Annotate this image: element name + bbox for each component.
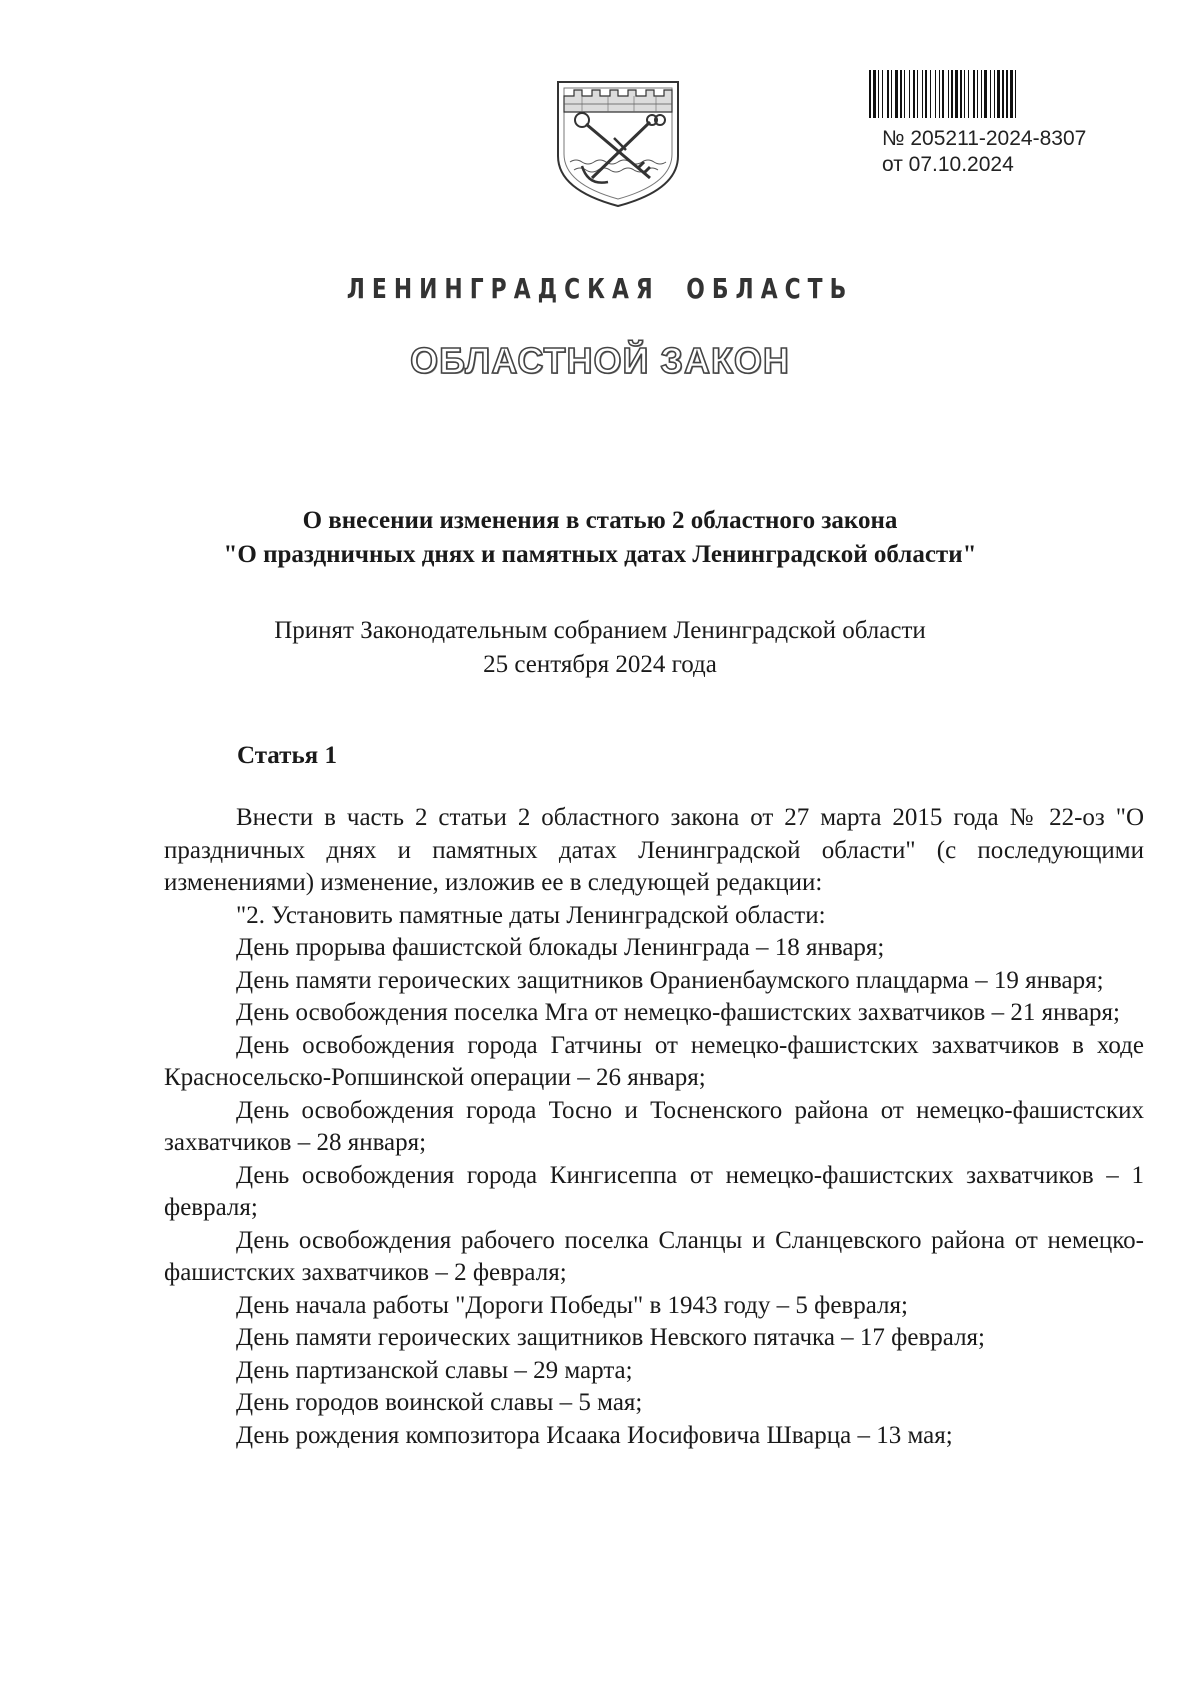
paragraph: День рождения композитора Исаака Иосифовича Шварца – 13 мая; bbox=[236, 1421, 953, 1449]
paragraph: День освобождения города Тосно и Тосненского района от немецко-фашистских захватчиков – 28 января; bbox=[164, 1096, 1144, 1156]
paragraph: День городов воинской славы – 5 мая; bbox=[236, 1389, 643, 1416]
coat-of-arms-emblem bbox=[552, 78, 684, 208]
adoption-line-1: Принят Законодательным собранием Ленинградской области bbox=[274, 617, 926, 644]
barcode bbox=[867, 70, 1125, 118]
paragraph: День партизанской славы – 29 марта; bbox=[236, 1356, 633, 1384]
adoption-note bbox=[0, 614, 1200, 682]
region-word-2: ОБЛАСТЬ bbox=[686, 272, 854, 305]
region-heading bbox=[132, 272, 1068, 305]
adoption-date: 25 сентября 2024 года bbox=[483, 651, 717, 678]
paragraph: День начала работы "Дороги Победы" в 1943 году – 5 февраля; bbox=[236, 1291, 908, 1319]
paragraph: День памяти героических защитников Невского пятачка – 17 февраля; bbox=[236, 1324, 985, 1351]
article-heading: Статья 1 bbox=[237, 742, 337, 769]
paragraph: День освобождения города Кингисеппа от немецко-фашистских захватчиков – 1 февраля; bbox=[164, 1161, 1144, 1221]
law-title-line-1: О внесении изменения в статью 2 областного закона bbox=[302, 507, 898, 534]
registration-date: от 07.10.2024 bbox=[882, 153, 1014, 176]
paragraph: Внести в часть 2 статьи 2 областного закона от 27 марта 2015 года № 22-оз "О праздничных днях и памятных датах Ленинградской области" (с последующими изменениями) изменение, изложив ее в следующей редакции: bbox=[164, 804, 1144, 896]
registration-block bbox=[882, 126, 1086, 178]
registration-number: № 205211-2024-8307 bbox=[882, 127, 1087, 150]
paragraph: "2. Установить памятные даты Ленинградской области: bbox=[236, 901, 826, 929]
paragraph: День памяти героических защитников Ораниенбаумского плацдарма – 19 января; bbox=[236, 966, 1104, 994]
article-body bbox=[164, 802, 1144, 1452]
region-word-1: ЛЕНИНГРАДСКАЯ bbox=[346, 272, 660, 305]
law-title-line-2: "О праздничных днях и памятных датах Ленинградской области" bbox=[223, 541, 977, 568]
law-title bbox=[0, 504, 1200, 572]
paragraph: День прорыва фашистской блокады Ленинграда – 18 января; bbox=[236, 934, 885, 961]
paragraph: День освобождения города Гатчины от немецко-фашистских захватчиков в ходе Красносельско-Ропшинской операции – 26 января; bbox=[164, 1031, 1144, 1091]
paragraph: День освобождения поселка Мга от немецко-фашистских захватчиков – 21 января; bbox=[236, 999, 1120, 1026]
law-type-heading: ОБЛАСТНОЙ ЗАКОН bbox=[410, 340, 790, 381]
paragraph: День освобождения рабочего поселка Сланцы и Сланцевского района от немецко-фашистских захватчиков – 2 февраля; bbox=[164, 1226, 1144, 1286]
